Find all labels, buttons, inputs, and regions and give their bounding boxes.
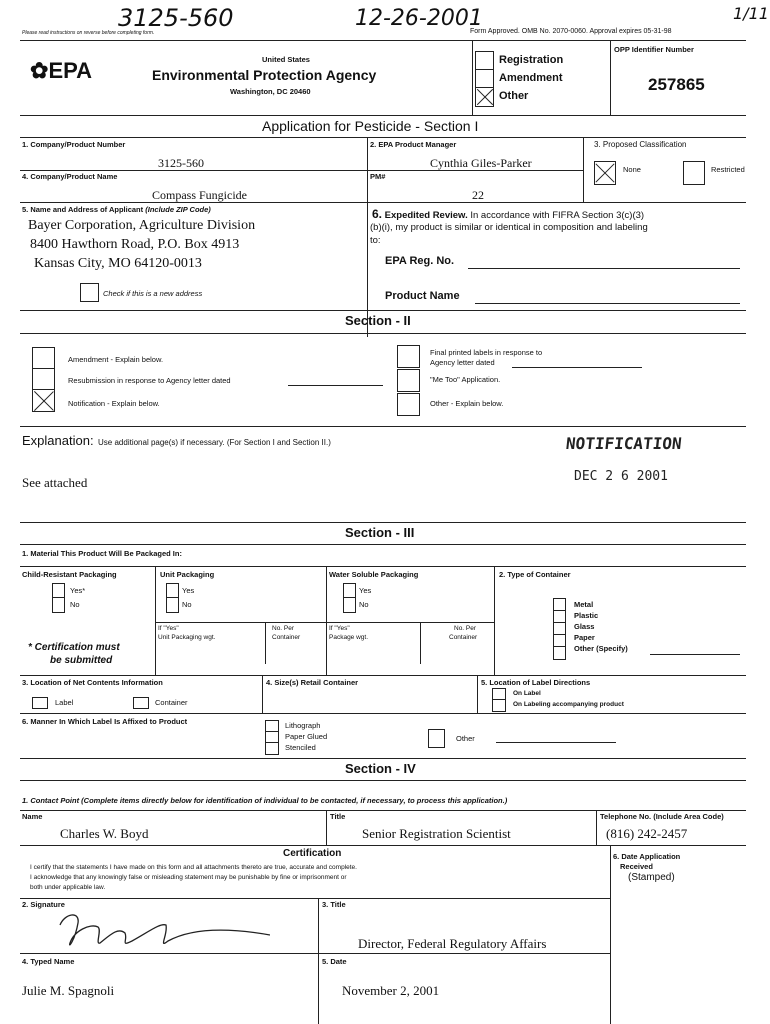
resubmission-checkbox[interactable] xyxy=(32,368,55,391)
certification-title: Certification xyxy=(283,848,342,859)
typed-name: Julie M. Spagnoli xyxy=(22,983,115,998)
classification-none-label: None xyxy=(623,165,641,174)
handwritten-date: 12-26-2001 xyxy=(355,6,483,31)
handwritten-file-number: 3125-560 xyxy=(118,4,234,32)
certification-note-1: * Certification must xyxy=(28,642,120,653)
proposed-classification-label: 3. Proposed Classification xyxy=(594,140,687,149)
pm-label: PM# xyxy=(370,172,386,181)
net-container-text: Container xyxy=(155,698,188,707)
agency-letter-date-field[interactable] xyxy=(512,367,642,368)
other-label: Other xyxy=(499,90,529,102)
contact-title: Senior Registration Scientist xyxy=(362,826,511,841)
net-label-text: Label xyxy=(55,698,74,707)
notification-label: Notification - Explain below. xyxy=(68,399,160,408)
unit-if-yes: If "Yes" xyxy=(158,625,179,632)
affixed-other-field[interactable] xyxy=(496,742,616,743)
net-container-checkbox[interactable] xyxy=(133,697,149,709)
section-1-title: Application for Pesticide - Section I xyxy=(262,118,479,134)
label-directions-label: 5. Location of Label Directions xyxy=(481,678,591,687)
new-address-label: Check if this is a new address xyxy=(103,289,203,298)
certification-note-2: be submitted xyxy=(50,655,113,666)
water-soluble-label: Water Soluble Packaging xyxy=(329,570,419,579)
applicant-address-line-1: Bayer Corporation, Agriculture Division xyxy=(28,218,256,233)
unit-no-per: No. Per xyxy=(272,625,295,632)
signature-date: November 2, 2001 xyxy=(342,983,440,998)
water-if-yes: If "Yes" xyxy=(329,625,350,632)
omb-line: Form Approved. OMB No. 2070-0060. Approval expires 05-31-98 xyxy=(470,28,672,35)
applicant-address-line-3: Kansas City, MO 64120-0013 xyxy=(34,256,202,271)
affixed-other-label: Other xyxy=(456,734,475,743)
date-received-label-1: 6. Date Application xyxy=(613,852,681,861)
crp-no-label: No xyxy=(70,600,80,609)
net-label-checkbox[interactable] xyxy=(32,697,48,709)
amendment-explain-label: Amendment - Explain below. xyxy=(68,355,164,364)
title-label: Title xyxy=(330,812,346,821)
registration-checkbox[interactable] xyxy=(475,51,494,71)
stenciled-label: Stenciled xyxy=(285,743,316,752)
product-manager-label: 2. EPA Product Manager xyxy=(370,140,457,149)
final-labels-line-2: Agency letter dated xyxy=(430,358,495,367)
name-label: Name xyxy=(22,812,43,821)
water-no-label: No xyxy=(359,600,369,609)
signature-image xyxy=(40,905,270,955)
child-resistant-label: Child-Resistant Packaging xyxy=(22,570,117,579)
resubmission-date-field[interactable] xyxy=(288,385,383,386)
epa-reg-no-field[interactable] xyxy=(468,268,740,269)
unit-no-label: No xyxy=(182,600,192,609)
handwritten-page: 1/11 xyxy=(733,4,769,23)
crp-no-checkbox[interactable] xyxy=(52,597,65,613)
classification-none-checkbox[interactable] xyxy=(594,161,616,185)
opp-label: OPP Identifier Number xyxy=(614,45,694,54)
contact-point-label: 1. Contact Point (Complete items directly below for identification of individual to be contacted, if necessary, to process this application.) xyxy=(22,796,508,805)
other-checkbox[interactable] xyxy=(475,87,494,107)
water-no-checkbox[interactable] xyxy=(343,597,356,613)
date-label: 5. Date xyxy=(322,957,347,966)
applicant-label: 5. Name and Address of Applicant (Include ZIP Code) xyxy=(22,205,211,214)
date-received-label-2: Received xyxy=(620,862,653,871)
other-container-checkbox[interactable] xyxy=(553,646,566,660)
on-labeling-checkbox[interactable] xyxy=(492,699,506,712)
notification-stamp-title: NOTIFICATION xyxy=(565,434,683,453)
water-yes-label: Yes xyxy=(359,586,372,595)
resubmission-label: Resubmission in response to Agency letter dated xyxy=(68,376,231,385)
unit-yes-label: Yes xyxy=(182,586,195,595)
me-too-checkbox[interactable] xyxy=(397,369,420,392)
plastic-label: Plastic xyxy=(574,611,599,620)
product-name-label: Product Name xyxy=(385,290,460,302)
other-explain-label: Other - Explain below. xyxy=(430,399,504,408)
pm-number: 22 xyxy=(472,188,484,202)
amendment-checkbox[interactable] xyxy=(475,69,494,89)
title-3-label: 3. Title xyxy=(322,900,346,909)
metal-label: Metal xyxy=(574,600,594,609)
company-product-name-label: 4. Company/Product Name xyxy=(22,172,118,181)
telephone-label: Telephone No. (Include Area Code) xyxy=(600,812,724,821)
contact-name: Charles W. Boyd xyxy=(60,826,149,841)
section-4-title: Section - IV xyxy=(345,761,416,776)
product-name-field[interactable] xyxy=(475,303,740,304)
certification-line-1: I certify that the statements I have made on this form and all attachments thereto are true, accurate and complete. xyxy=(30,864,357,871)
certification-line-2: I acknowledge that any knowingly false or misleading statement may be punishable by fine or imprisonment or xyxy=(30,874,347,881)
net-contents-label: 3. Location of Net Contents Information xyxy=(22,678,163,687)
on-labeling-text: On Labeling accompanying product xyxy=(513,701,624,708)
me-too-label: "Me Too" Application. xyxy=(430,375,501,384)
notification-stamp-date: DEC 2 6 2001 xyxy=(574,469,668,484)
opp-number: 257865 xyxy=(648,75,705,94)
glass-label: Glass xyxy=(574,622,595,631)
expedited-review-line-3: to: xyxy=(370,235,381,246)
unit-packaging-label: Unit Packaging xyxy=(160,570,215,579)
epa-flower-icon: ✿ xyxy=(30,58,49,83)
type-of-container-label: 2. Type of Container xyxy=(499,570,571,579)
expedited-review-line-1: 6. Expedited Review. In accordance with FIFRA Section 3(c)(3) xyxy=(372,207,645,221)
other-specify-label: Other (Specify) xyxy=(574,644,628,653)
water-container: Container xyxy=(449,634,478,641)
affixed-other-checkbox[interactable] xyxy=(428,729,445,748)
water-package-wgt: Package wgt. xyxy=(329,634,369,641)
company-product-name: Compass Fungicide xyxy=(152,188,247,202)
classification-restricted-label: Restricted xyxy=(711,165,745,174)
company-product-number: 3125-560 xyxy=(158,156,204,170)
contact-telephone: (816) 242-2457 xyxy=(606,826,688,841)
certification-line-3: both under applicable law. xyxy=(30,884,106,891)
section-2-title: Section - II xyxy=(345,313,411,328)
water-no-per: No. Per xyxy=(454,625,477,632)
signer-title: Director, Federal Regulatory Affairs xyxy=(358,936,547,951)
other-explain-checkbox[interactable] xyxy=(397,393,420,416)
applicant-address-line-2: 8400 Hawthorn Road, P.O. Box 4913 xyxy=(30,237,240,252)
agency-city: Washington, DC 20460 xyxy=(230,87,311,96)
section-3-title: Section - III xyxy=(345,525,415,540)
unit-packaging-wgt: Unit Packaging wgt. xyxy=(158,634,216,641)
on-label-text: On Label xyxy=(513,690,541,697)
epa-logo: ✿EPA xyxy=(30,58,93,83)
expedited-review-line-2: (b)(i), my product is similar or identical in composition and labeling xyxy=(370,222,648,233)
material-label: 1. Material This Product Will Be Packaged In: xyxy=(22,549,182,558)
amendment-label: Amendment xyxy=(499,72,563,84)
typed-name-label: 4. Typed Name xyxy=(22,957,75,966)
instructions-note: Please read instructions on reverse before completing form. xyxy=(22,30,155,36)
date-received-label-3: (Stamped) xyxy=(628,872,675,883)
paper-glued-label: Paper Glued xyxy=(285,732,328,741)
unit-container: Container xyxy=(272,634,301,641)
paper-label: Paper xyxy=(574,633,595,642)
classification-restricted-checkbox[interactable] xyxy=(683,161,705,185)
final-labels-checkbox[interactable] xyxy=(397,345,420,368)
product-manager: Cynthia Giles-Parker xyxy=(430,156,532,170)
new-address-checkbox[interactable] xyxy=(80,283,99,302)
lithograph-label: Lithograph xyxy=(285,721,321,730)
final-labels-line-1: Final printed labels in response to xyxy=(430,348,543,357)
crp-yes-label: Yes* xyxy=(70,586,86,595)
epa-reg-no-label: EPA Reg. No. xyxy=(385,255,455,267)
signature-label: 2. Signature xyxy=(22,900,65,909)
unit-no-checkbox[interactable] xyxy=(166,597,179,613)
registration-label: Registration xyxy=(499,54,564,66)
explanation-label: Explanation: Use additional page(s) if necessary. (For Section I and Section II.) xyxy=(22,433,331,448)
other-specify-field[interactable] xyxy=(650,654,740,655)
agency-top: United States xyxy=(262,55,310,64)
manner-affixed-label: 6. Manner In Which Label Is Affixed to Product xyxy=(22,717,188,726)
see-attached: See attached xyxy=(22,475,88,490)
amendment-explain-checkbox[interactable] xyxy=(32,347,55,370)
notification-checkbox[interactable] xyxy=(32,389,55,412)
agency-name: Environmental Protection Agency xyxy=(152,67,377,83)
retail-size-label: 4. Size(s) Retail Container xyxy=(266,678,359,687)
company-product-number-label: 1. Company/Product Number xyxy=(22,140,126,149)
stenciled-checkbox[interactable] xyxy=(265,742,279,755)
